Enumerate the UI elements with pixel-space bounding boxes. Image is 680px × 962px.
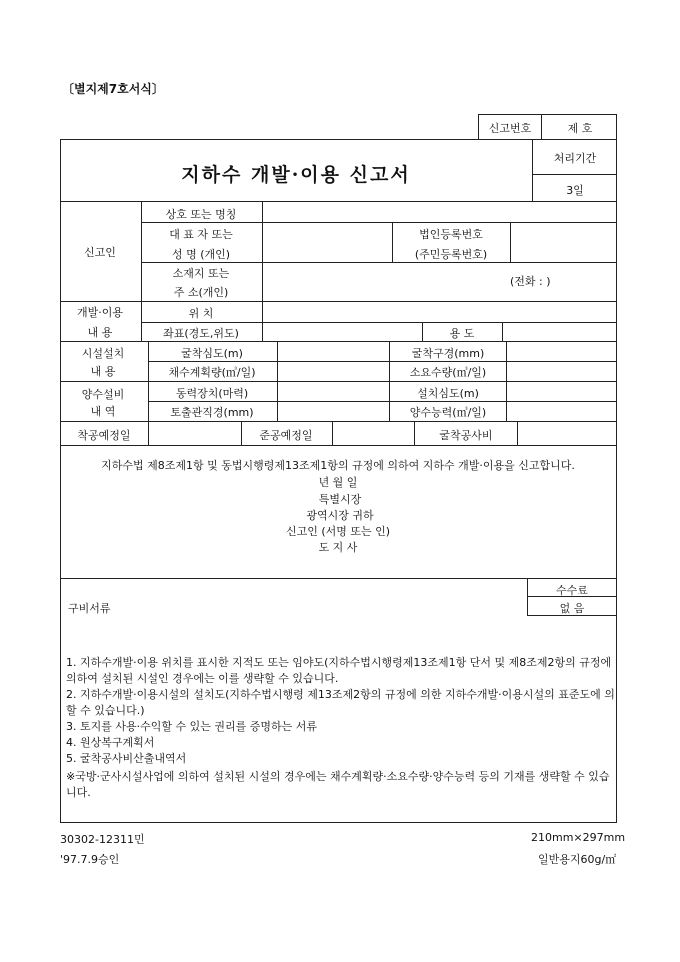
fee-value: 없 음 [559, 602, 585, 615]
representative-label-1: 대 표 자 또는 [169, 228, 233, 241]
document-item-1: 1. 지하수개발·이용 위치를 표시한 지적도 또는 임야도(지하수법시행령제13조제1항 단서 및 제8조제2항의 규정에 의하여 설치된 시설인 경우에는 이를 생략할 수 있습니다. [66, 656, 612, 685]
power-unit-label: 동력장치(마력) [175, 387, 249, 400]
fee-label: 수수료 [556, 584, 588, 597]
document-note: ※국방·군사시설사업에 의하여 설치된 시설의 경우에는 채수계획량·소요수량·양수능력 등의 기재를 생략할 수 있습니다. [66, 770, 610, 799]
pump-section-label-1: 양수설비 [81, 388, 125, 401]
paper-type: 일반용지60g/㎡ [538, 853, 617, 866]
drill-diameter-label: 굴착구경(mm) [411, 347, 485, 360]
processing-period-label: 처리기간 [553, 152, 597, 165]
address-label-2: 주 소(개인) [173, 286, 229, 299]
location-label: 위 치 [188, 307, 214, 320]
discharge-pipe-label: 토출관직경(mm) [170, 406, 254, 419]
approval-date: '97.7.9승인 [60, 853, 120, 866]
drill-depth-label: 굴착심도(m) [181, 347, 243, 360]
document-item-4: 4. 원상복구계획서 [66, 736, 155, 749]
applicant-signature: 신고인 (서명 또는 인) [285, 525, 391, 538]
development-section-label-2: 내 용 [87, 326, 113, 339]
document-item-3: 3. 토지를 사용·수익할 수 있는 권리를 증명하는 서류 [66, 720, 317, 733]
metro-city-mayor: 광역시장 귀하 [306, 509, 374, 522]
address-label-1: 소재지 또는 [172, 267, 230, 280]
intake-plan-label: 채수계획량(㎥/일) [168, 366, 256, 379]
water-demand-label: 소요수량(㎥/일) [409, 366, 487, 379]
declaration-date: 년 월 일 [318, 476, 358, 489]
report-number-label: 신고번호 [488, 122, 532, 135]
phone-label: (전화 : ) [510, 275, 551, 288]
coordinates-label: 좌표(경도,위도) [163, 327, 239, 340]
provincial-governor: 도 지 사 [318, 541, 358, 554]
drilling-cost-label: 굴착공사비 [439, 429, 493, 442]
facility-section-label-2: 내 용 [90, 365, 116, 378]
required-documents-label: 구비서류 [68, 602, 111, 615]
start-date-label: 착공예정일 [77, 429, 131, 442]
corp-reg-label-1: 법인등록번호 [419, 228, 483, 241]
facility-section-label-1: 시설설치 [81, 347, 125, 360]
form-code: 30302-12311민 [60, 833, 145, 846]
pump-capacity-label: 양수능력(㎥/일) [409, 406, 487, 419]
report-number-value: 제 호 [567, 122, 593, 135]
development-section-label-1: 개발·이용 [76, 306, 124, 319]
document-item-5: 5. 굴착공사비산출내역서 [66, 752, 187, 765]
pump-section-label-2: 내 역 [90, 405, 116, 418]
paper-size: 210mm×297mm [531, 831, 626, 844]
completion-date-label: 준공예정일 [259, 429, 313, 442]
form-reference: 〔별지제7호서식〕 [62, 82, 164, 96]
processing-period-value: 3일 [566, 184, 584, 197]
corp-reg-label-2: (주민등록번호) [414, 248, 488, 261]
special-city-mayor: 특별시장 [318, 493, 362, 506]
use-label: 용 도 [449, 327, 475, 340]
form-title: 지하수 개발·이용 신고서 [181, 164, 411, 186]
business-name-label: 상호 또는 명칭 [165, 208, 237, 221]
declaration-text: 지하수법 제8조제1항 및 동법시행령제13조제1항의 규정에 의하여 지하수 개발·이용을 신고합니다. [101, 459, 575, 472]
applicant-section-label: 신고인 [84, 246, 116, 259]
install-depth-label: 설치심도(m) [417, 387, 479, 400]
representative-label-2: 성 명 (개인) [171, 248, 231, 261]
document-item-2: 2. 지하수개발·이용시설의 설치도(지하수법시행령 제13조제2항의 규정에 의한 지하수개발·이용시설의 표준도에 의할 수 있습니다.) [66, 688, 615, 717]
